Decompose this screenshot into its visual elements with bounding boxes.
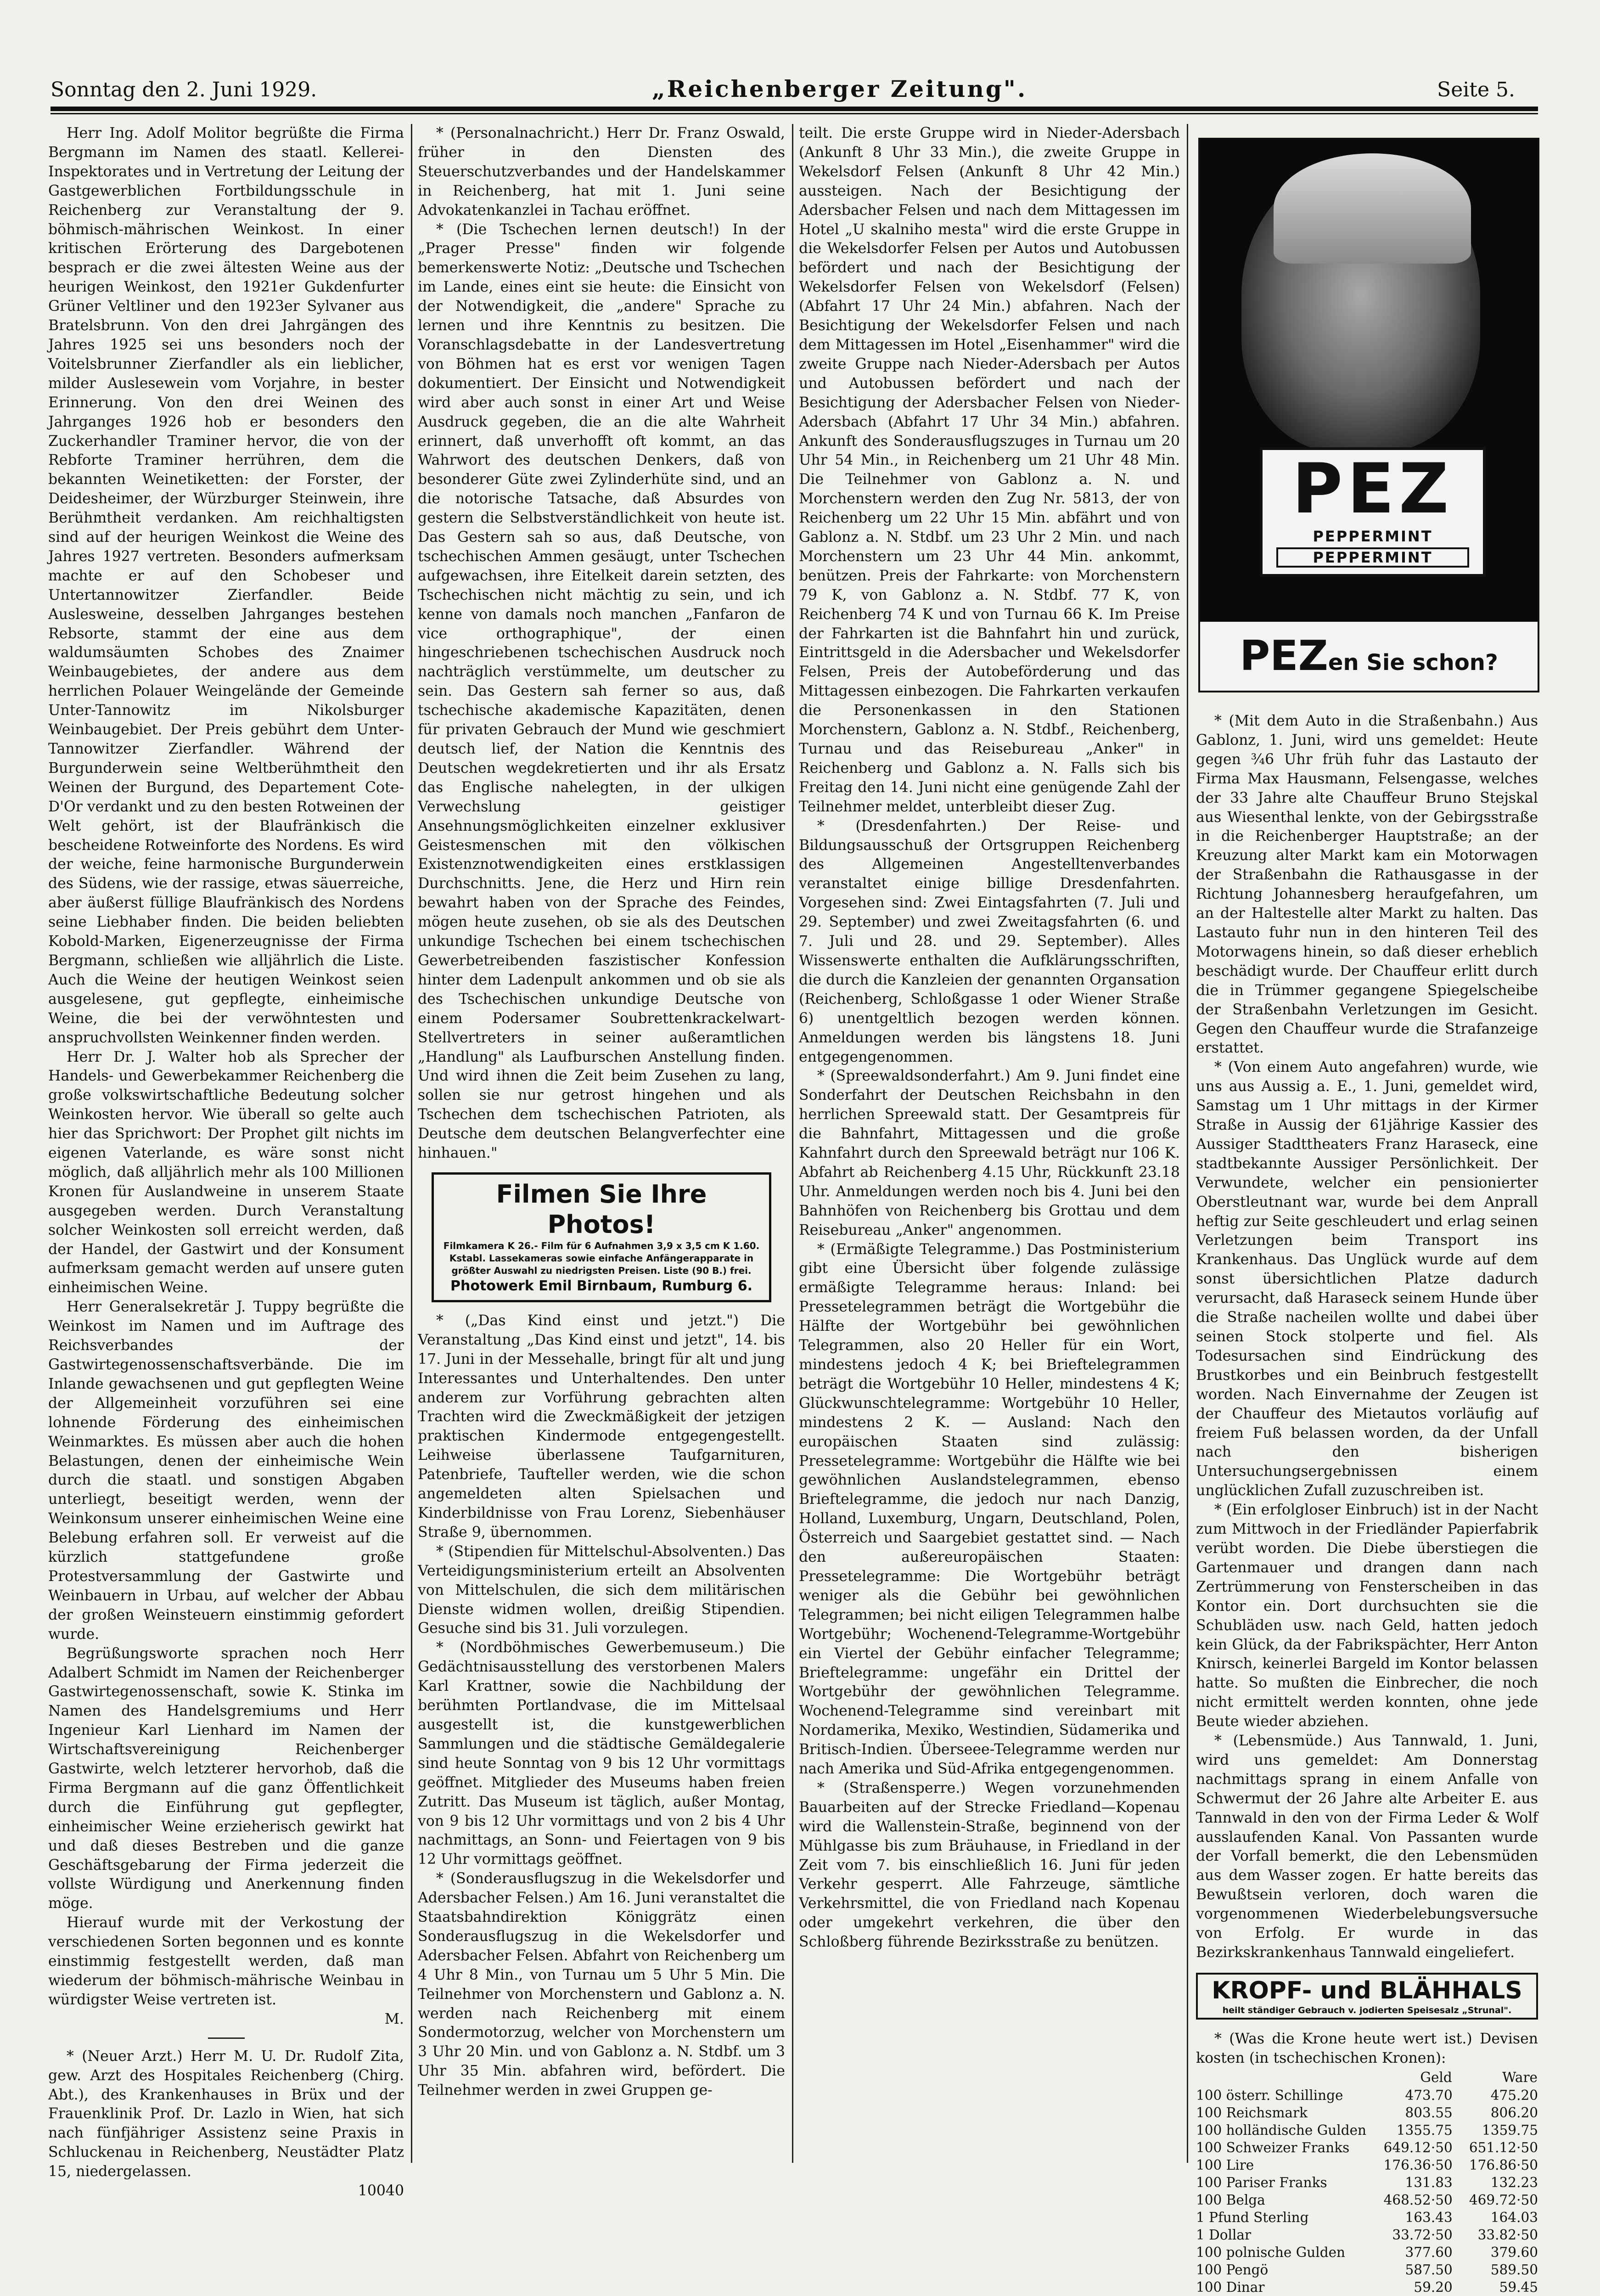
page-number: Seite 5. <box>1437 78 1515 101</box>
table-row <box>1196 2104 1538 2122</box>
article-paragraph: Begrüßungsworte sprachen noch Herr Adalbert Schmidt im Namen der Reichenberger Gastwirtegenossenschaft, sowie K. Stinka im Namen des Handelsgremiums und Herr Ingenieur Karl Lienhard im Namen der Wirtschaftsvereinigung Reichenberger Gastwirte, welch letzterer hervorhob, daß die Firma Bergmann auf die ganz Öffentlichkeit durch die Einführung gut gepflegter, einheimischer Weine erzieherisch gewirkt hat und daß dieses Bestreben und die ganze Geschäftsgebarung der Firma jederzeit die vollste Würdigung und Anerkennung finden möge. <box>48 1645 404 1912</box>
article-paragraph: Herr Generalsekretär J. Tuppy begrüßte die Weinkost im Namen und im Auftrage des Reichsverbandes der Gastwirtegenossenschaftsverbände. Die im Inlande gewachsenen und gut gepflegten Weine der Allgemeinheit vorzuführen sei eine lohnende Förderung des einheimischen Weinmarktes. Es müssen aber auch die hohen Belastungen, denen der einheimische Wein durch die staatl. und sonstigen Abgaben unterliegt, beseitigt werden, wenn der Weinkonsum unserer einheimischen Weine eine Belebung erfahren soll. Er verweist auf die kürzlich stattgefundene große Protestversammlung der Gastwirte und Weinbauern in Urbau, auf welcher der Abbau der großen Weinsteuern einstimmig gefordert wurde. <box>48 1299 404 1643</box>
table-row <box>1196 2174 1538 2191</box>
pez-advertisement <box>1198 138 1539 692</box>
article-paragraph: * (Dresdenfahrten.) Der Reise- und Bildungsausschuß der Ortsgruppen Reichenberg des Allgemeinen Angestelltenverbandes veranstaltet einige billige Dresdenfahrten. Vorgesehen sind: Zwei Eintagsfahrten (7. Juli und 29. September) und zwei Zweitagsfahrten (6. und 7. Juli und 28. und 29. September). Alles Wissenswerte enthalten die Aufklärungsschriften, die durch die Kanzleien der genannten Organsation (Reichenberg, Schloßgasse 1 oder Wiener Straße 6) unentgeltlich bezogen werden können. Anmeldungen werden bis längstens 18. Juni entgegengenommen. <box>799 817 1180 1065</box>
article-paragraph: * (Mit dem Auto in die Straßenbahn.) Aus Gablonz, 1. Juni, wird uns gemeldet: Heute gegen ¾6 Uhr früh fuhr das Lastauto der Firma Max Hausmann, Felsengasse, welches der 33 Jahre alte Chauffeur Bruno Stejskal aus Wiesenthal lenkte, von der Gebirgsstraße in die Reichenberger Hauptstraße; an der Kreuzung alter Markt kam ein Motorwagen der Straßenbahn die Rathausgasse in der Richtung Johannesberg heraufgefahren, um an der Haltestelle alter Markt zu halten. Das Lastauto fuhr nun in den hinteren Teil des Motorwagens hinein, so daß dieser erheblich beschädigt wurde. Der Chauffeur erlitt durch die in Trümmer gegangene Spiegelscheibe der Straßenbahn Verletzungen im Gesicht. Gegen den Chauffeur wurde die Strafanzeige erstattet. <box>1196 713 1538 1057</box>
rate-geld: 377.60 <box>1405 2244 1453 2260</box>
rate-ware: 475.20 <box>1490 2087 1538 2103</box>
column-rule <box>792 124 793 2163</box>
rate-label: 100 Lire <box>1196 2157 1254 2173</box>
article-paragraph: * (Die Tschechen lernen deutsch!) In der „Prager Presse" finden wir folgende bemerkenswerte Notiz: „Deutsche und Tschechen im Lande, eines eint sie heute: die Einsicht von der Notwendigkeit, die „andere" Sprache zu lernen und ihre Kenntnis zu besitzen. Die Voranschlagsdebatte in der Landesvertretung von Böhmen hat es erst vor wenigen Tagen dokumentiert. Der Einsicht und Notwendigkeit wird aber auch sonst in einer Art und Weise Ausdruck gegeben, die an die alte Wahrheit erinnert, daß unverhofft oft kommt, an das Wahrwort des deutschen Denkers, daß von besonderer Güte zwei Zylinderhüte sind, und an die notorische Tatsache, daß Absurdes von gestern die Selbstverständlichkeit von heute ist. Das Gestern sah so aus, daß Deutsche, von tschechischen Ammen gesäugt, unter Tschechen aufgewachsen, ihre Eitelkeit darein setzten, des Tschechischen nicht mächtig zu sein, und ich kenne von damals noch manchen „Fanfaron de vice orthographique", der einen hingeschriebenen tschechischen Ausdruck noch nachträglich verstümmelte, um deutscher zu sein. Das Gestern sah ferner so aus, daß tschechische akademische Kapazitäten, denen für privaten Gebrauch der Mund wie geschmiert deutsch lief, der Nation die Kenntnis des Deutschen wegdekretierten und ihr als Ersatz das Englische nahelegten, in der ulkigen Verwechslung geistiger Ansehnungsmöglichkeiten einzelner exklusiver Geistesmenschen mit den völkischen Existenznotwendigkeiten eines erstklassigen Durchschnitts. Jene, die Herz und Hirn rein bewahrt haben von der Sprache des Feindes, mögen heute zusehen, ob sie als des Deutschen unkundige Tschechen bei einem tschechischen Gewerbetreibenden faszistischer Konfession hinter dem Ladenpult ankommen und ob sie als des Tschechischen unkundige Deutsche von einem Podersamer Soubrettenkrackelwart-Stellvertreters in seiner außeramtlichen „Handlung" als Laufburschen Anstellung finden. Und wird ihnen die Zeit beim Zusehen zu lang, sollen sie nur getrost hingehen und als Tschechen dem tschechischen Patrioten, als Deutsche dem deutschen Belangverfechter eine hinhauen." <box>418 221 785 1162</box>
rate-label: 100 Reichsmark <box>1196 2105 1308 2121</box>
ad-footer: Photowerk Emil Birnbaum, Rumburg 6. <box>450 1277 752 1294</box>
article-paragraph: * (Ein erfolgloser Einbruch) ist in der Nacht zum Mittwoch in der Friedländer Papierfabrik verübt worden. Die Diebe überstiegen die Gartenmauer und drangen dann nach Zertrümmerung von Fensterscheiben in das Kontor ein. Dort durchsuchten sie die Schubläden usw. nach Geld, hatten jedoch kein Glück, da der Fabrikspächter, Herr Anton Knirsch, keinerlei Bargeld im Kontor belassen hatte. So mußten die Einbrecher, die noch nicht ermittelt werden konnten, ohne jede Beute wieder abziehen. <box>1196 1502 1538 1730</box>
rate-geld: 59.20 <box>1414 2279 1453 2295</box>
article-signature: M. <box>384 2010 404 2027</box>
column-header-geld: Geld <box>1420 2069 1452 2085</box>
header-rule-thin <box>51 113 1538 114</box>
table-header-row <box>1196 2068 1538 2087</box>
rate-label: 100 Pengö <box>1196 2262 1269 2278</box>
issue-date: Sonntag den 2. Juni 1929. <box>51 78 317 101</box>
rate-geld: 473.70 <box>1405 2087 1453 2103</box>
pez-slogan-text: en Sie schon? <box>1328 650 1498 675</box>
column-rule <box>411 124 412 2163</box>
article-paragraph: * („Das Kind einst und jetzt.") Die Veranstaltung „Das Kind einst und jetzt", 14. bis 17. Juni in der Messehalle, bringt für alt und jung Interessantes und Unterhaltendes. Den unter anderem zur Vorführung gebrachten alten Trachten wird die Zweckmäßigkeit der jetzigen praktischen Kindermode entgegengestellt. Leihweise überlassene Taufgarnituren, Patenbriefe, Taufteller werden, wie die schon angemeldeten alten Spielsachen und Kinderbildnisse von Frau Lorenz, Siebenhäuser Straße 9, übernommen. <box>418 1312 785 1541</box>
rate-ware: 176.86·50 <box>1469 2157 1538 2173</box>
table-row <box>1196 2261 1538 2279</box>
table-row <box>1196 2156 1538 2174</box>
article-paragraph: * (Neuer Arzt.) Herr M. U. Dr. Rudolf Zita, gew. Arzt des Hospitales Reichenberg (Chirg. Abt.), des Krankenhauses in Brüx und der Frauenklinik Prof. Dr. Lazlo in Wien, hat sich nach fünfjähriger Assistenz seine Praxis in Schluckenau in Reichenberg, Neustädter Platz 15, niedergelassen. <box>48 2048 404 2180</box>
rate-geld: 33.72·50 <box>1392 2227 1453 2243</box>
ad-body: heilt ständiger Gebrauch v. jodierten Speisesalz „Strunal". <box>1222 2005 1512 2015</box>
article-paragraph: teilt. Die erste Gruppe wird in Nieder-Adersbach (Ankunft 8 Uhr 33 Min.), die zweite Gruppe in Wekelsdorf Felsen (Ankunft 8 Uhr 42 Min.) aussteigen. Nach der Besichtigung der Adersbacher Felsen und nach dem Mittagessen im Hotel „U skalniho mesta" wird die erste Gruppe in die Wekelsdorfer Felsen per Autos und Autobussen befördert und nach der Besichtigung der Wekelsdorfer Felsen von Wekelsdorf (Felsen) (Abfahrt 17 Uhr 24 Min.) abfahren. Nach der Besichtigung der Wekelsdorfer Felsen und nach dem Mittagessen im Hotel „Eisenhammer" wird die zweite Gruppe nach Nieder-Adersbach per Autos und Autobussen befördert und nach der Besichtigung der Adersbacher Felsen von Nieder-Adersbach (Abfahrt 17 Uhr 34 Min.) abfahren. Ankunft des Sonderausflugszuges in Turnau um 20 Uhr 54 Min., in Reichenberg um 21 Uhr 48 Min. Die Teilnehmer von Gablonz a. N. und Morchenstern werden den Zug Nr. 5813, der von Reichenberg um 22 Uhr 15 Min. abfährt und von Gablonz a. N. Stdbf. um 23 Uhr 2 Min. und nach Morchenstern um 23 Uhr 44 Min. ankommt, benützen. Preis der Fahrkarte: von Morchenstern 79 K, von Gablonz a. N. Stdbf. 77 K, von Reichenberg 74 K und von Turnau 66 K. Im Preise der Fahrkarten ist die Bahnfahrt hin und zurück, Eintrittsgeld in die Adersbacher und Wekelsdorfer Felsen, Preis der Autobeförderung und das Mittagessen einbezogen. Die Fahrkarten verkaufen die Personenkassen in den Stationen Morchenstern, Gablonz a. N. Stdbf., Reichenberg, Turnau und das Reisebureau „Anker" in Reichenberg und Gablonz a. N. Falls sich bis Freitag den 14. Juni nicht eine genügende Zahl der Teilnehmer meldet, unterbleibt dieser Zug. <box>799 125 1180 815</box>
column-1 <box>48 124 404 2201</box>
table-row <box>1196 2226 1538 2244</box>
ad-headline: Filmen Sie Ihre Photos! <box>496 1179 707 1239</box>
page-header <box>51 69 1515 101</box>
article-paragraph: * (Lebensmüde.) Aus Tannwald, 1. Juni, wird uns gemeldet: Am Donnerstag nachmittags sprang in einem Anfalle von Schwermut der 26 Jahre alte Arbeiter E. aus Tannwald in den von der Firma Leder & Wolf ausslaufenden Kanal. Von Passanten wurde der Vorfall bemerkt, die den Lebensmüden aus dem Wasser zogen. Er hatte bereits das Bewußtsein verloren, doch waren die vorgenommenen Wiederbelebungsversuche von Erfolg. Er wurde in das Bezirkskrankenhaus Tannwald eingeliefert. <box>1196 1733 1538 1961</box>
column-3 <box>799 124 1180 1952</box>
newspaper-title: „Reichenberger Zeitung". <box>652 75 1027 102</box>
rate-ware: 164.03 <box>1490 2209 1538 2225</box>
rate-label: 1 Dollar <box>1196 2227 1252 2243</box>
rate-label: 100 Belga <box>1196 2192 1265 2208</box>
article-paragraph: * (Ermäßigte Telegramme.) Das Postministerium gibt eine Übersicht über folgende zulässige ermäßigte Telegramme heraus: Inland: bei Pressetelegrammen beträgt die Wortgebühr die Hälfte der Wortgebühr bei gewöhnlichen Telegrammen, also 20 Heller für ein Wort, mindestens jedoch 4 K; bei Brieftelegrammen beträgt die Wortgebühr 10 Heller, mindestens 4 K; Glückwunschtelegramme: Wortgebühr 10 Heller, mindestens 2 K. — Ausland: Nach den europäischen Staaten sind zulässig: Pressetelegramme: Wortgebühr die Hälfte wie bei gewöhnlichen Auslandstelegrammen, ebenso Brieftelegramme, die jedoch nur nach Danzig, Holland, Luxemburg, Ungarn, Deutschland, Polen, Österreich und Saargebiet gestattet sind. — Nach den außereuropäischen Staaten: Pressetelegramme: Die Wortgebühr beträgt weniger als die Gebühr bei gewöhnlichen Telegrammen; bei nicht eiligen Telegrammen halbe Wortgebühr; Wochenend-Telegramme-Wortgebühr ein Viertel der Gebühr einfacher Telegramme; Brieftelegramme: ungefähr ein Drittel der Wortgebühr der gewöhnlichen Telegramme. Wochenend-Telegramme sind vereinbart mit Nordamerika, Mexiko, Westindien, Südamerika und Britisch-Indien. Überseee-Telegramme werden nur nach Amerika und Süd-Afrika entgegengenommen. <box>799 1241 1180 1778</box>
table-row <box>1196 2087 1538 2104</box>
article-divider <box>208 2037 245 2039</box>
ad-headline: KROPF- und BLÄHHALS <box>1212 1976 1522 2004</box>
photo-advertisement <box>432 1172 771 1302</box>
rate-label: 100 Dinar <box>1196 2279 1265 2295</box>
exchange-rates-intro: * (Was die Krone heute wert ist.) Devisen kosten (in tschechischen Kronen): <box>1196 2030 1538 2066</box>
rate-geld: 468.52·50 <box>1383 2192 1453 2208</box>
ad-body: Filmkamera K 26.- Film für 6 Aufnahmen 3,9 x 3,5 cm K 1.60. Kstabl. Lassekameras sowie einfache Anfängerapparate in größter Auswahl zu niedrigsten Preisen. Liste (90 B.) frei. <box>443 1240 760 1276</box>
rate-label: 100 holländische Gulden <box>1196 2122 1367 2138</box>
article-paragraph: Hierauf wurde mit der Verkostung der verschiedenen Sorten begonnen und es konnte einstimmig festgestellt werden, daß man wiederum der böhmisch-mährische Weinbau in würdigster Weise vertreten ist. <box>48 1914 404 2008</box>
rate-geld: 176.36·50 <box>1383 2157 1453 2173</box>
rate-geld: 803.55 <box>1405 2105 1453 2121</box>
article-paragraph: * (Straßensperre.) Wegen vorzunehmenden Bauarbeiten auf der Strecke Friedland—Kopenau wird die Wallenstein-Straße, beginnend von der Mühlgasse bis zum Bräuhause, in Friedland in der Zeit vom 7. bis einschließlich 16. Juni für jeden Verkehr gesperrt. Alle Fahrzeuge, sämtliche Verkehrsmittel, die von Friedland nach Kopenau oder umgekehrt verkehren, die über den Schloßberg führende Bezirksstraße zu benützen. <box>799 1779 1180 1951</box>
pez-package <box>1260 447 1486 577</box>
column-4 <box>1196 712 1538 2296</box>
article-paragraph: Herr Ing. Adolf Molitor begrüßte die Firma Bergmann im Namen des staatl. Kellerei-Inspektorates und in Vertretung der Leitung der Gastgewerblichen Fortbildungsschule in Reichenberg zur Veranstaltung der 9. böhmisch-mährischen Weinkost. In einer kritischen Erörterung des Dargebotenen besprach er die zwei ältesten Weine aus der heurigen Weinkost, den 1921er Gukdenfurter Grüner Veltliner und den 1923er Sylvaner aus Bratelsbrunn. Von den drei Jahrgängen des Jahres 1925 sei uns besonders noch der Voitelsbrunner Zierfandler als ein lieblicher, milder Auslesewein vom Vorjahre, in bester Erinnerung. Von den drei Weinen des Jahrganges 1926 hob er besonders den Zuckerhandler Traminer hervor, die von der Rebforte Traminer herrühren, dem die bekannten Weinetiketten: der Forster, der Deidesheimer, der Würzburger Steinwein, ihre Berühmtheit verdanken. Am reichhaltigsten sind auf der heurigen Weinkost die Weine des Jahres 1927 vertreten. Besonders aufmerksam machte er auf den Schobeser und Untertannowitzer Zierfandler. Beide Auslesweine, desselben Jahrganges bestehen Rebsorte, stammt der eine aus dem waldumsäumten Schobes des Znaimer Weinbaugebietes, der andere aus dem herrlichen Polauer Weingelände der Gemeinde Unter-Tannowitz im Nikolsburger Weinbaugebiet. Der Preis gebührt dem Unter-Tannowitzer Zierfandler. Während der Burgunderwein seine Weltberühmtheit den Weinen der Burgund, des Departement Cote-D'Or verdankt und zu den besten Rotweinen der Welt gehört, ist der Blaufränkisch die bescheidene Rotweinforte des Nordens. Es wird der weiche, feine harmonische Burgunderwein des Südens, wie der rassige, etwas säuerreiche, aber äußerst füllige Blaufränkisch des Nordens seine Liebhaber finden. Die beiden beliebten Kobold-Marken, Eigenerzeugnisse der Firma Bergmann, schließen wie alljährlich die Liste. Auch die Weine der heutigen Weinkost seien ausgelesene, gut gepflegte, einheimische Weine, die bei der verwöhntesten und anspruchvollsten Weinkenner finden werden. <box>48 125 404 1046</box>
rate-label: 1 Pfund Sterling <box>1196 2209 1309 2225</box>
pez-slogan-brand: PEZ <box>1240 632 1328 680</box>
rate-ware: 469.72·50 <box>1469 2192 1538 2208</box>
article-paragraph: * (Von einem Auto angefahren) wurde, wie uns aus Aussig a. E., 1. Juni, gemeldet wird, Samstag um 1 Uhr mittags in der Kirmer Straße in Aussig der 61jährige Kassier des Aussiger Stadttheaters Franz Haraseck, eine stadtbekannte Aussiger Persönlichkeit. Der Verwundete, welcher ein pensionierter Oberstleutnant war, wurde bei dem Anprall heftig zur Seite geschleudert und erlag seinen Verletzungen beim Transport ins Krankenhaus. Das Unglück wurde auf dem sonst übersichtlichen Platze dadurch verursacht, daß Haraseck seinem Hunde über die Straße nacheilen wollte und dabei über seinen Stock stolperte und fiel. Als Todesursachen sind Eindrückung des Brustkorbes und ein Beinbruch festgestellt worden. Nach Einvernahme der Zeugen ist der Chauffeur des Mietautos vorläufig auf freiem Fuß belassen worden, da der Unfall nach den bisherigen Untersuchungsergebnissen einem unglücklichen Zufall zuzuschreiben ist. <box>1196 1059 1538 1499</box>
table-row <box>1196 2122 1538 2139</box>
rate-label: 100 polnische Gulden <box>1196 2244 1346 2260</box>
rate-geld: 131.83 <box>1405 2174 1453 2190</box>
rate-ware: 379.60 <box>1490 2244 1538 2260</box>
header-rule <box>51 107 1538 111</box>
article-paragraph: * (Stipendien für Mittelschul-Absolventen.) Das Verteidigungsministerium erteilt an Absolventen von Mittelschulen, die sich dem militärischen Dienste widmen wollen, dreißig Stipendien. Gesuche sind bis 31. Juli vorzulegen. <box>418 1543 785 1637</box>
rate-label: 100 österr. Schillinge <box>1196 2087 1343 2103</box>
table-row <box>1196 2279 1538 2296</box>
rate-ware: 1359.75 <box>1482 2122 1538 2138</box>
column-header-ware: Ware <box>1502 2069 1538 2085</box>
rate-ware: 59.45 <box>1499 2279 1538 2295</box>
pez-logo: PEZ <box>1292 449 1454 529</box>
rate-label: 100 Pariser Franks <box>1196 2174 1327 2190</box>
rate-ware: 651.12·50 <box>1469 2139 1538 2155</box>
article-paragraph: * (Nordböhmisches Gewerbemuseum.) Die Gedächtnisausstellung des verstorbenen Malers Karl Krattner, sowie die Nachbildung der berühmten Portlandvase, die im Mittelsaal ausgestellt ist, die kunstgewerblichen Sammlungen und die städtische Gemäldegalerie sind heute Sonntag von 9 bis 12 Uhr vormittags geöffnet. Mitglieder des Museums haben freien Zutritt. Das Museum ist täglich, außer Montag, von 9 bis 12 Uhr vormittags und von 2 bis 4 Uhr nachmittags, an Sonn- und Feiertagen von 9 bis 12 Uhr vormittags geöffnet. <box>418 1639 785 1868</box>
rate-geld: 163.43 <box>1405 2209 1453 2225</box>
table-row <box>1196 2244 1538 2261</box>
column-rule <box>1187 124 1188 2163</box>
exchange-rates-table <box>1196 2068 1538 2296</box>
article-paragraph: * (Sonderausflugszug in die Wekelsdorfer und Adersbacher Felsen.) Am 16. Juni veranstaltet die Staatsbahndirektion Königgrätz einen Sonderausflugszug in die Wekelsdorfer und Adersbacher Felsen. Abfahrt von Reichenberg um 4 Uhr 8 Min., von Turnau um 5 Uhr 5 Min. Die Teilnehmer von Morchenstern und Gablonz a. N. werden nach Reichenberg mit einem Sondermotorzug, welcher von Morchenstern um 3 Uhr 20 Min. und von Gablonz a. N. Stdbf. um 3 Uhr 35 Min. abfahren wird, befördert. Die Teilnehmer werden in zwei Gruppen ge- <box>418 1870 785 2099</box>
table-row <box>1196 2139 1538 2156</box>
pez-flavor-label: PEPPERMINT <box>1276 547 1469 568</box>
article-paragraph: * (Spreewaldsonderfahrt.) Am 9. Juni findet eine Sonderfahrt der Deutschen Reichsbahn in den herrlichen Spreewald statt. Der Gesamtpreis für die Bahnfahrt, Mittagessen und die große Kahnfahrt durch den Spreewald beträgt nur 106 K. Abfahrt ab Reichenberg 4.15 Uhr, Rückkunft 23.18 Uhr. Anmeldungen werden noch bis 4. Juni bei den Bahnhöfen von Reichenberg bis Grottau und dem Reisebureau „Anker" angenommen. <box>799 1068 1180 1238</box>
article-paragraph: * (Personalnachricht.) Herr Dr. Franz Oswald, früher in den Diensten des Steuerschutzverbandes und der Handelskammer in Reichenberg, hat mit 1. Juni seine Advokatenkanzlei in Tachau eröffnet. <box>418 125 785 219</box>
table-row <box>1196 2209 1538 2226</box>
rate-ware: 132.23 <box>1490 2174 1538 2190</box>
table-row <box>1196 2191 1538 2209</box>
rate-geld: 1355.75 <box>1396 2122 1453 2138</box>
rate-ware: 806.20 <box>1490 2105 1538 2121</box>
ad-code: 10040 <box>358 2183 404 2200</box>
rate-ware: 589.50 <box>1490 2262 1538 2278</box>
ad-illustration-hat <box>1274 153 1471 264</box>
rate-geld: 649.12·50 <box>1383 2139 1453 2155</box>
pez-flavor: PEPPERMINT <box>1313 528 1433 545</box>
rate-label: 100 Schweizer Franks <box>1196 2139 1350 2155</box>
rate-geld: 587.50 <box>1405 2262 1453 2278</box>
pez-slogan <box>1200 622 1538 691</box>
article-paragraph: Herr Dr. J. Walter hob als Sprecher der Handels- und Gewerbekammer Reichenberg die große volkswirtschaftliche Bedeutung solcher Weinkosten hervor. Wie überall so gelte auch hier das Sprichwort: Der Prophet gilt nichts im eigenen Vaterlande, es wäre sonst nicht möglich, daß alljährlich mehr als 100 Millionen Kronen für Auslandweine in unserem Staate ausgegeben werden. Durch Veranstaltung solcher Weinkosten soll erreicht werden, daß der Handel, der Gastwirt und der Konsument aufmerksam gemacht werden auf unsere guten einheimischen Weine. <box>48 1048 404 1296</box>
kropf-advertisement <box>1196 1973 1538 2020</box>
rate-ware: 33.82·50 <box>1477 2227 1538 2243</box>
column-2 <box>418 124 785 2100</box>
